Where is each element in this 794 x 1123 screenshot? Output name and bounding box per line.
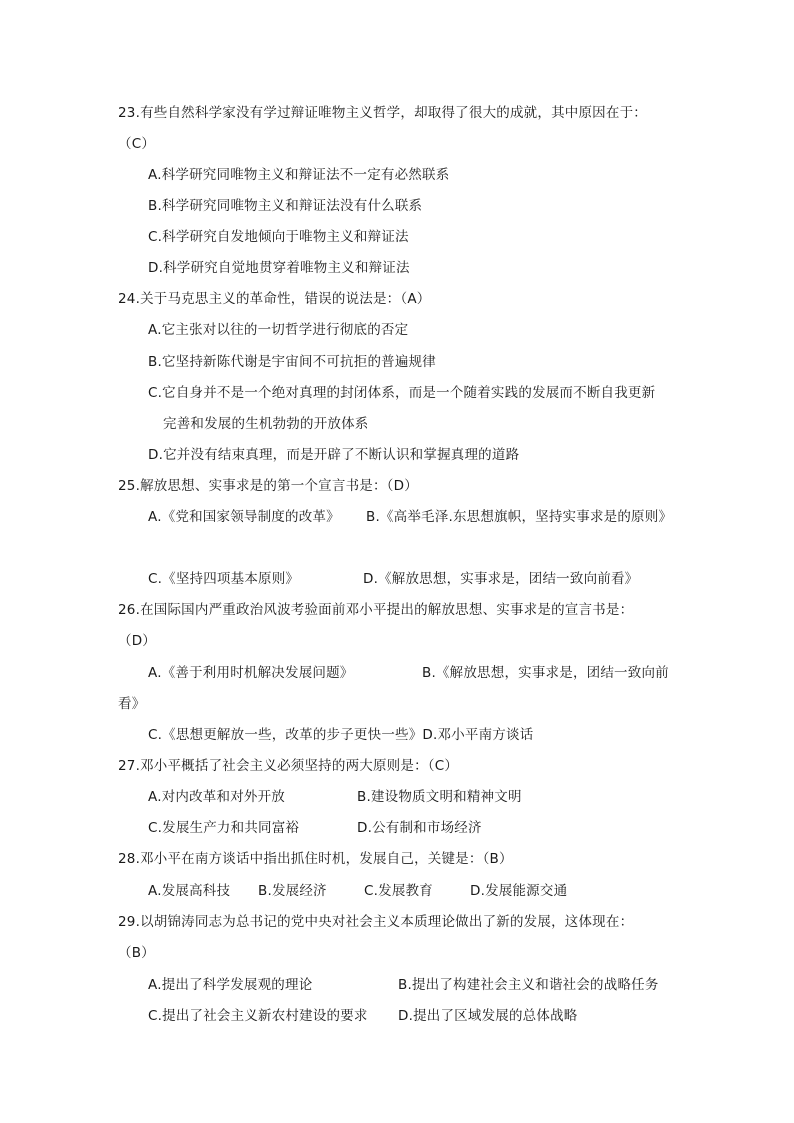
- question-28-option-d: D.发展能源交通: [470, 883, 568, 899]
- question-25-stem: 25.解放思想、实事求是的第一个宣言书是：（D）: [118, 478, 418, 494]
- question-23-answer: （C）: [118, 136, 156, 152]
- question-28-stem: 28.邓小平在南方谈话中指出抓住时机，发展自己，关键是：（B）: [118, 851, 513, 867]
- question-26-option-b: B.《解放思想，实事求是，团结一致向前: [422, 665, 669, 681]
- question-26-option-c-d: C.《思想更解放一些，改革的步子更快一些》D.邓小平南方谈话: [148, 727, 534, 743]
- question-29-stem: 29.以胡锦涛同志为总书记的党中央对社会主义本质理论做出了新的发展，这体现在：: [118, 914, 634, 930]
- question-26-option-a: A.《善于利用时机解决发展问题》: [148, 665, 354, 681]
- question-23-option-c: C.科学研究自发地倾向于唯物主义和辩证法: [148, 229, 409, 245]
- question-29-option-a: A.提出了科学发展观的理论: [148, 977, 313, 993]
- question-26-option-b-continued: 看》: [118, 696, 146, 712]
- question-29-option-b: B.提出了构建社会主义和谐社会的战略任务: [398, 977, 659, 993]
- question-28-option-b: B.发展经济: [258, 883, 327, 899]
- question-25-option-d: D.《解放思想，实事求是，团结一致向前看》: [363, 571, 639, 587]
- question-23-option-a: A.科学研究同唯物主义和辩证法不一定有必然联系: [148, 167, 450, 183]
- question-28-option-a: A.发展高科技: [148, 883, 231, 899]
- question-24-option-c: C.它自身并不是一个绝对真理的封闭体系，而是一个随着实践的发展而不断自我更新: [148, 385, 656, 401]
- question-27-option-a: A.对内改革和对外开放: [148, 789, 285, 805]
- question-23-option-b: B.科学研究同唯物主义和辩证法没有什么联系: [148, 198, 423, 214]
- question-24-option-a: A.它主张对以往的一切哲学进行彻底的否定: [148, 322, 409, 338]
- question-23-option-d: D.科学研究自觉地贯穿着唯物主义和辩证法: [148, 260, 410, 276]
- question-24-option-c-continued: 完善和发展的生机勃勃的开放体系: [163, 416, 369, 432]
- question-27-stem: 27.邓小平概括了社会主义必须坚持的两大原则是：（C）: [118, 758, 459, 774]
- question-25-option-c: C.《坚持四项基本原则》: [148, 571, 300, 587]
- question-25-option-a: A.《党和国家领导制度的改革》: [148, 509, 340, 525]
- question-29-option-d: D.提出了区域发展的总体战略: [398, 1008, 578, 1024]
- question-23-stem: 23.有些自然科学家没有学过辩证唯物主义哲学，却取得了很大的成就，其中原因在于：: [118, 105, 647, 121]
- question-24-option-b: B.它坚持新陈代谢是宇宙间不可抗拒的普遍规律: [148, 354, 436, 370]
- question-26-answer: （D）: [118, 633, 156, 649]
- question-29-option-c: C.提出了社会主义新农村建设的要求: [148, 1008, 368, 1024]
- question-25-option-b: B.《高举毛泽.东思想旗帜，坚持实事求是的原则》: [366, 509, 673, 525]
- question-26-stem: 26.在国际国内严重政治风波考验面前邓小平提出的解放思想、实事求是的宣言书是：: [118, 602, 634, 618]
- question-27-option-c: C.发展生产力和共同富裕: [148, 820, 300, 836]
- question-27-option-b: B.建设物质文明和精神文明: [357, 789, 522, 805]
- question-24-option-d: D.它并没有结束真理，而是开辟了不断认识和掌握真理的道路: [148, 447, 520, 463]
- question-27-option-d: D.公有制和市场经济: [357, 820, 482, 836]
- question-29-answer: （B）: [118, 945, 155, 961]
- question-24-stem: 24.关于马克思主义的革命性，错误的说法是：（A）: [118, 291, 431, 307]
- question-28-option-c: C.发展教育: [364, 883, 433, 899]
